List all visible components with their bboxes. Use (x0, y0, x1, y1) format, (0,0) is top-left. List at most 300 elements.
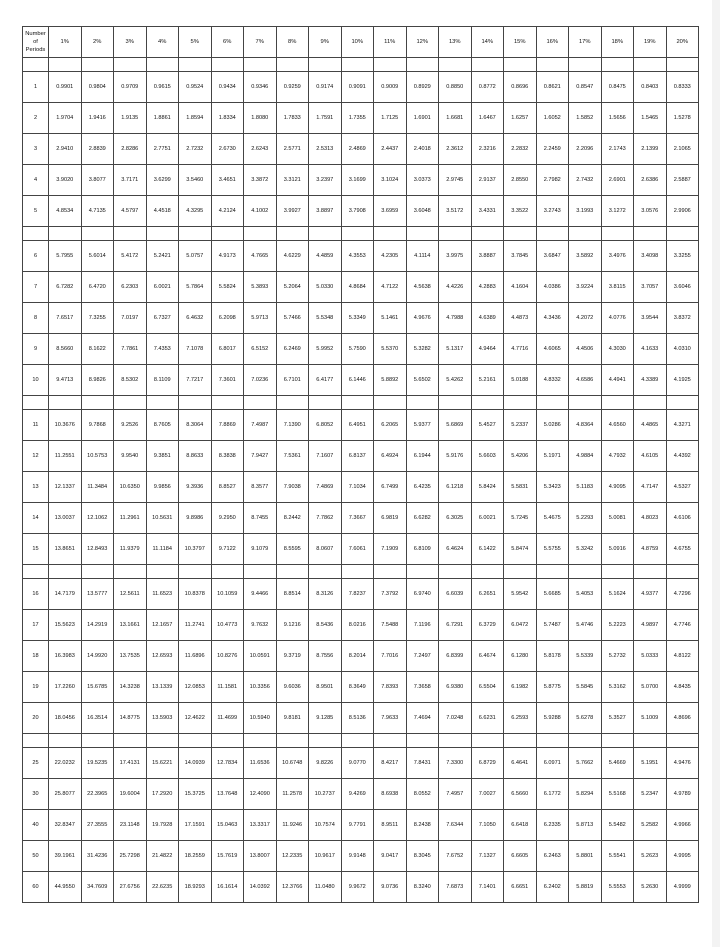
value-cell: 5.9377 (406, 410, 439, 441)
spacer-cell (146, 58, 179, 72)
value-cell: 0.9174 (309, 72, 342, 103)
period-cell: 14 (23, 503, 49, 534)
spacer-cell (146, 396, 179, 410)
rate-header: 7% (244, 27, 277, 58)
value-cell: 3.6048 (406, 196, 439, 227)
value-cell: 4.9966 (666, 810, 699, 841)
spacer-cell (406, 734, 439, 748)
value-cell: 4.6229 (276, 241, 309, 272)
value-cell: 5.9176 (439, 441, 472, 472)
value-cell: 3.5460 (179, 165, 212, 196)
value-cell: 2.3612 (439, 134, 472, 165)
value-cell: 19.7928 (146, 810, 179, 841)
value-cell: 5.1317 (439, 334, 472, 365)
value-cell: 4.6755 (666, 534, 699, 565)
value-cell: 10.6748 (276, 748, 309, 779)
spacer-cell (601, 227, 634, 241)
value-cell: 3.7845 (504, 241, 537, 272)
value-cell: 10.8378 (179, 579, 212, 610)
value-cell: 8.2442 (276, 503, 309, 534)
value-cell: 9.7791 (341, 810, 374, 841)
value-cell: 7.1607 (309, 441, 342, 472)
value-cell: 16.1614 (211, 872, 244, 903)
value-cell: 11.9379 (114, 534, 147, 565)
value-cell: 2.7232 (179, 134, 212, 165)
spacer-cell (569, 58, 602, 72)
value-cell: 3.9975 (439, 241, 472, 272)
value-cell: 7.1401 (471, 872, 504, 903)
value-cell: 4.1002 (244, 196, 277, 227)
value-cell: 0.8333 (666, 72, 699, 103)
spacer-cell (406, 58, 439, 72)
spacer-cell (114, 734, 147, 748)
spacer-cell (536, 227, 569, 241)
spacer-cell (504, 227, 537, 241)
value-cell: 6.0021 (471, 503, 504, 534)
value-cell: 6.2593 (504, 703, 537, 734)
value-cell: 8.5136 (341, 703, 374, 734)
value-cell: 22.3965 (81, 779, 114, 810)
value-cell: 7.8237 (341, 579, 374, 610)
value-cell: 12.4622 (179, 703, 212, 734)
value-cell: 44.9550 (49, 872, 82, 903)
value-cell: 7.4694 (406, 703, 439, 734)
value-cell: 10.3797 (179, 534, 212, 565)
value-cell: 6.4674 (471, 641, 504, 672)
value-cell: 3.0373 (406, 165, 439, 196)
value-cell: 3.3522 (504, 196, 537, 227)
value-cell: 6.7282 (49, 272, 82, 303)
value-cell: 7.3601 (211, 365, 244, 396)
value-cell: 1.6681 (439, 103, 472, 134)
value-cell: 5.3242 (569, 534, 602, 565)
value-cell: 2.9745 (439, 165, 472, 196)
value-cell: 4.9995 (666, 841, 699, 872)
value-cell: 6.2651 (471, 579, 504, 610)
value-cell: 9.9672 (341, 872, 374, 903)
value-cell: 5.2421 (146, 241, 179, 272)
value-cell: 3.2397 (309, 165, 342, 196)
value-cell: 6.5504 (471, 672, 504, 703)
value-cell: 5.2630 (634, 872, 667, 903)
value-cell: 7.8869 (211, 410, 244, 441)
period-cell: 20 (23, 703, 49, 734)
value-cell: 2.6901 (601, 165, 634, 196)
value-cell: 5.9952 (309, 334, 342, 365)
value-cell: 4.7932 (601, 441, 634, 472)
value-cell: 17.1591 (179, 810, 212, 841)
value-cell: 4.4859 (309, 241, 342, 272)
value-cell: 2.7751 (146, 134, 179, 165)
spacer-cell (666, 58, 699, 72)
value-cell: 4.6389 (471, 303, 504, 334)
spacer-cell (406, 227, 439, 241)
spacer-cell (309, 734, 342, 748)
value-cell: 5.5755 (536, 534, 569, 565)
value-cell: 3.1993 (569, 196, 602, 227)
value-cell: 10.8276 (211, 641, 244, 672)
value-cell: 2.6386 (634, 165, 667, 196)
spacer-cell (634, 565, 667, 579)
spacer-cell (569, 396, 602, 410)
value-cell: 1.6052 (536, 103, 569, 134)
period-cell: 2 (23, 103, 49, 134)
table-row (23, 872, 699, 903)
value-cell: 9.2950 (211, 503, 244, 534)
value-cell: 7.1196 (406, 610, 439, 641)
value-cell: 1.8080 (244, 103, 277, 134)
value-cell: 5.7662 (569, 748, 602, 779)
period-cell: 60 (23, 872, 49, 903)
value-cell: 3.6299 (146, 165, 179, 196)
value-cell: 0.9709 (114, 72, 147, 103)
value-cell: 2.2096 (569, 134, 602, 165)
spacer-cell (504, 734, 537, 748)
spacer-cell (81, 396, 114, 410)
value-cell: 9.9148 (341, 841, 374, 872)
value-cell: 2.4437 (374, 134, 407, 165)
value-cell: 4.9095 (601, 472, 634, 503)
value-cell: 4.0776 (601, 303, 634, 334)
value-cell: 9.8226 (309, 748, 342, 779)
value-cell: 6.6418 (504, 810, 537, 841)
value-cell: 12.3766 (276, 872, 309, 903)
spacer-cell (211, 734, 244, 748)
value-cell: 4.6586 (569, 365, 602, 396)
spacer-row (23, 58, 699, 72)
value-cell: 11.6536 (244, 748, 277, 779)
spacer-cell (114, 396, 147, 410)
value-cell: 4.9476 (666, 748, 699, 779)
value-cell: 4.8023 (634, 503, 667, 534)
value-cell: 19.5235 (81, 748, 114, 779)
value-cell: 6.1422 (471, 534, 504, 565)
value-cell: 4.6106 (666, 503, 699, 534)
spacer-cell (179, 565, 212, 579)
value-cell: 13.5777 (81, 579, 114, 610)
value-cell: 5.6278 (569, 703, 602, 734)
value-cell: 10.3356 (244, 672, 277, 703)
spacer-cell (146, 565, 179, 579)
value-cell: 7.6752 (439, 841, 472, 872)
value-cell: 9.1216 (276, 610, 309, 641)
value-cell: 0.8772 (471, 72, 504, 103)
spacer-cell (634, 227, 667, 241)
value-cell: 27.3555 (81, 810, 114, 841)
value-cell: 7.4869 (309, 472, 342, 503)
spacer-cell (666, 227, 699, 241)
value-cell: 9.0770 (341, 748, 374, 779)
value-cell: 5.0286 (536, 410, 569, 441)
value-cell: 4.1604 (504, 272, 537, 303)
value-cell: 7.7016 (374, 641, 407, 672)
value-cell: 2.6730 (211, 134, 244, 165)
value-cell: 4.2883 (471, 272, 504, 303)
value-cell: 9.1079 (244, 534, 277, 565)
value-cell: 6.8052 (309, 410, 342, 441)
value-cell: 0.9901 (49, 72, 82, 103)
value-cell: 2.4869 (341, 134, 374, 165)
value-cell: 10.3676 (49, 410, 82, 441)
value-cell: 5.5824 (211, 272, 244, 303)
value-cell: 18.2559 (179, 841, 212, 872)
value-cell: 6.1446 (341, 365, 374, 396)
value-cell: 6.7327 (146, 303, 179, 334)
value-cell: 14.0939 (179, 748, 212, 779)
value-cell: 2.9906 (666, 196, 699, 227)
value-cell: 7.5361 (276, 441, 309, 472)
value-cell: 0.9804 (81, 72, 114, 103)
rate-header: 15% (504, 27, 537, 58)
spacer-cell (666, 734, 699, 748)
value-cell: 5.3527 (601, 703, 634, 734)
spacer-cell (276, 734, 309, 748)
spacer-cell (439, 396, 472, 410)
value-cell: 5.8775 (536, 672, 569, 703)
value-cell: 5.5553 (601, 872, 634, 903)
value-cell: 14.7179 (49, 579, 82, 610)
value-cell: 6.7101 (276, 365, 309, 396)
spacer-cell (179, 734, 212, 748)
value-cell: 1.5852 (569, 103, 602, 134)
value-cell: 4.4518 (146, 196, 179, 227)
value-cell: 4.8684 (341, 272, 374, 303)
value-cell: 7.4353 (146, 334, 179, 365)
value-cell: 0.9346 (244, 72, 277, 103)
periods-label-line: Periods (25, 47, 46, 53)
table-row (23, 534, 699, 565)
value-cell: 4.4873 (504, 303, 537, 334)
value-cell: 9.9856 (146, 472, 179, 503)
spacer-cell (634, 58, 667, 72)
spacer-cell (244, 227, 277, 241)
value-cell: 7.1909 (374, 534, 407, 565)
value-cell: 9.8986 (179, 503, 212, 534)
periods-label-line: of (33, 39, 38, 45)
value-cell: 5.5845 (569, 672, 602, 703)
value-cell: 0.9434 (211, 72, 244, 103)
value-cell: 1.9416 (81, 103, 114, 134)
value-cell: 5.6502 (406, 365, 439, 396)
value-cell: 3.7171 (114, 165, 147, 196)
spacer-cell (244, 565, 277, 579)
value-cell: 8.7455 (244, 503, 277, 534)
value-cell: 5.0333 (634, 641, 667, 672)
rate-header: 20% (666, 27, 699, 58)
value-cell: 9.3851 (146, 441, 179, 472)
value-cell: 4.1925 (666, 365, 699, 396)
period-cell: 40 (23, 810, 49, 841)
value-cell: 7.3300 (439, 748, 472, 779)
value-cell: 0.8547 (569, 72, 602, 103)
spacer-cell (23, 227, 49, 241)
value-cell: 4.7122 (374, 272, 407, 303)
value-cell: 5.4527 (471, 410, 504, 441)
value-cell: 5.0916 (601, 534, 634, 565)
value-cell: 5.3349 (341, 303, 374, 334)
spacer-cell (569, 565, 602, 579)
value-cell: 7.0197 (114, 303, 147, 334)
value-cell: 4.7988 (439, 303, 472, 334)
value-cell: 22.0232 (49, 748, 82, 779)
value-cell: 8.1622 (81, 334, 114, 365)
value-cell: 10.4773 (211, 610, 244, 641)
value-cell: 6.8729 (471, 748, 504, 779)
spacer-cell (179, 396, 212, 410)
value-cell: 2.9410 (49, 134, 82, 165)
spacer-cell (23, 396, 49, 410)
value-cell: 4.9897 (634, 610, 667, 641)
scrollbar-track[interactable] (712, 0, 720, 947)
spacer-cell (49, 734, 82, 748)
value-cell: 2.5887 (666, 165, 699, 196)
spacer-cell (114, 227, 147, 241)
table-row (23, 441, 699, 472)
value-cell: 6.1982 (504, 672, 537, 703)
value-cell: 14.9920 (81, 641, 114, 672)
value-cell: 7.1078 (179, 334, 212, 365)
value-cell: 11.2551 (49, 441, 82, 472)
value-cell: 12.1337 (49, 472, 82, 503)
rate-header: 1% (49, 27, 82, 58)
value-cell: 8.9826 (81, 365, 114, 396)
value-cell: 8.4217 (374, 748, 407, 779)
spacer-cell (114, 58, 147, 72)
spacer-cell (341, 734, 374, 748)
value-cell: 9.7868 (81, 410, 114, 441)
value-cell: 5.3282 (406, 334, 439, 365)
value-cell: 1.8334 (211, 103, 244, 134)
value-cell: 7.7861 (114, 334, 147, 365)
spacer-cell (439, 58, 472, 72)
value-cell: 0.9009 (374, 72, 407, 103)
value-cell: 4.3295 (179, 196, 212, 227)
value-cell: 3.8077 (81, 165, 114, 196)
value-cell: 12.2335 (276, 841, 309, 872)
spacer-cell (244, 396, 277, 410)
spacer-cell (471, 227, 504, 241)
value-cell: 9.4466 (244, 579, 277, 610)
value-cell: 8.3838 (211, 441, 244, 472)
spacer-cell (439, 565, 472, 579)
periods-label-line: Number (25, 31, 46, 37)
value-cell: 6.0971 (536, 748, 569, 779)
value-cell: 3.8887 (471, 241, 504, 272)
period-cell: 8 (23, 303, 49, 334)
value-cell: 12.5611 (114, 579, 147, 610)
value-cell: 6.1218 (439, 472, 472, 503)
spacer-cell (309, 227, 342, 241)
period-cell: 15 (23, 534, 49, 565)
value-cell: 4.7665 (244, 241, 277, 272)
spacer-cell (179, 227, 212, 241)
value-cell: 4.8122 (666, 641, 699, 672)
value-cell: 6.6231 (471, 703, 504, 734)
value-cell: 0.9524 (179, 72, 212, 103)
value-cell: 7.3792 (374, 579, 407, 610)
spacer-cell (504, 58, 537, 72)
spacer-cell (634, 734, 667, 748)
value-cell: 5.4669 (601, 748, 634, 779)
value-cell: 7.8431 (406, 748, 439, 779)
value-cell: 18.9293 (179, 872, 212, 903)
value-cell: 6.6039 (439, 579, 472, 610)
value-cell: 6.1772 (536, 779, 569, 810)
spacer-row (23, 734, 699, 748)
value-cell: 7.6061 (341, 534, 374, 565)
value-cell: 13.3317 (244, 810, 277, 841)
value-cell: 4.8435 (666, 672, 699, 703)
value-cell: 12.6593 (146, 641, 179, 672)
value-cell: 5.6869 (439, 410, 472, 441)
period-cell: 50 (23, 841, 49, 872)
value-cell: 6.9740 (406, 579, 439, 610)
value-cell: 4.3389 (634, 365, 667, 396)
value-cell: 4.4226 (439, 272, 472, 303)
value-cell: 6.8109 (406, 534, 439, 565)
value-cell: 9.7632 (244, 610, 277, 641)
value-cell: 6.4632 (179, 303, 212, 334)
rate-header: 3% (114, 27, 147, 58)
value-cell: 7.8393 (374, 672, 407, 703)
spacer-cell (146, 227, 179, 241)
value-cell: 11.4699 (211, 703, 244, 734)
value-cell: 0.8621 (536, 72, 569, 103)
value-cell: 12.1062 (81, 503, 114, 534)
value-cell: 3.5172 (439, 196, 472, 227)
value-cell: 12.0853 (179, 672, 212, 703)
period-cell: 5 (23, 196, 49, 227)
value-cell: 5.3893 (244, 272, 277, 303)
spacer-cell (23, 734, 49, 748)
value-cell: 16.3983 (49, 641, 82, 672)
spacer-cell (536, 396, 569, 410)
value-cell: 4.5797 (114, 196, 147, 227)
value-cell: 0.8929 (406, 72, 439, 103)
value-cell: 3.4651 (211, 165, 244, 196)
value-cell: 5.7466 (276, 303, 309, 334)
value-cell: 6.8137 (341, 441, 374, 472)
spacer-cell (471, 58, 504, 72)
value-cell: 6.2463 (536, 841, 569, 872)
value-cell: 5.2623 (634, 841, 667, 872)
value-cell: 8.5660 (49, 334, 82, 365)
value-cell: 8.3649 (341, 672, 374, 703)
value-cell: 4.7296 (666, 579, 699, 610)
value-cell: 9.8181 (276, 703, 309, 734)
spacer-cell (601, 396, 634, 410)
value-cell: 13.7535 (114, 641, 147, 672)
value-cell: 8.0607 (309, 534, 342, 565)
value-cell: 8.3240 (406, 872, 439, 903)
value-cell: 7.1327 (471, 841, 504, 872)
value-cell: 3.6959 (374, 196, 407, 227)
spacer-cell (374, 227, 407, 241)
value-cell: 8.2438 (406, 810, 439, 841)
spacer-cell (341, 227, 374, 241)
value-cell: 6.5660 (504, 779, 537, 810)
value-cell: 3.9224 (569, 272, 602, 303)
value-cell: 16.3514 (81, 703, 114, 734)
value-cell: 15.6221 (146, 748, 179, 779)
value-cell: 11.2578 (276, 779, 309, 810)
table-row (23, 272, 699, 303)
value-cell: 6.2065 (374, 410, 407, 441)
spacer-cell (374, 565, 407, 579)
table-row (23, 241, 699, 272)
value-cell: 5.4053 (569, 579, 602, 610)
spacer-cell (471, 396, 504, 410)
